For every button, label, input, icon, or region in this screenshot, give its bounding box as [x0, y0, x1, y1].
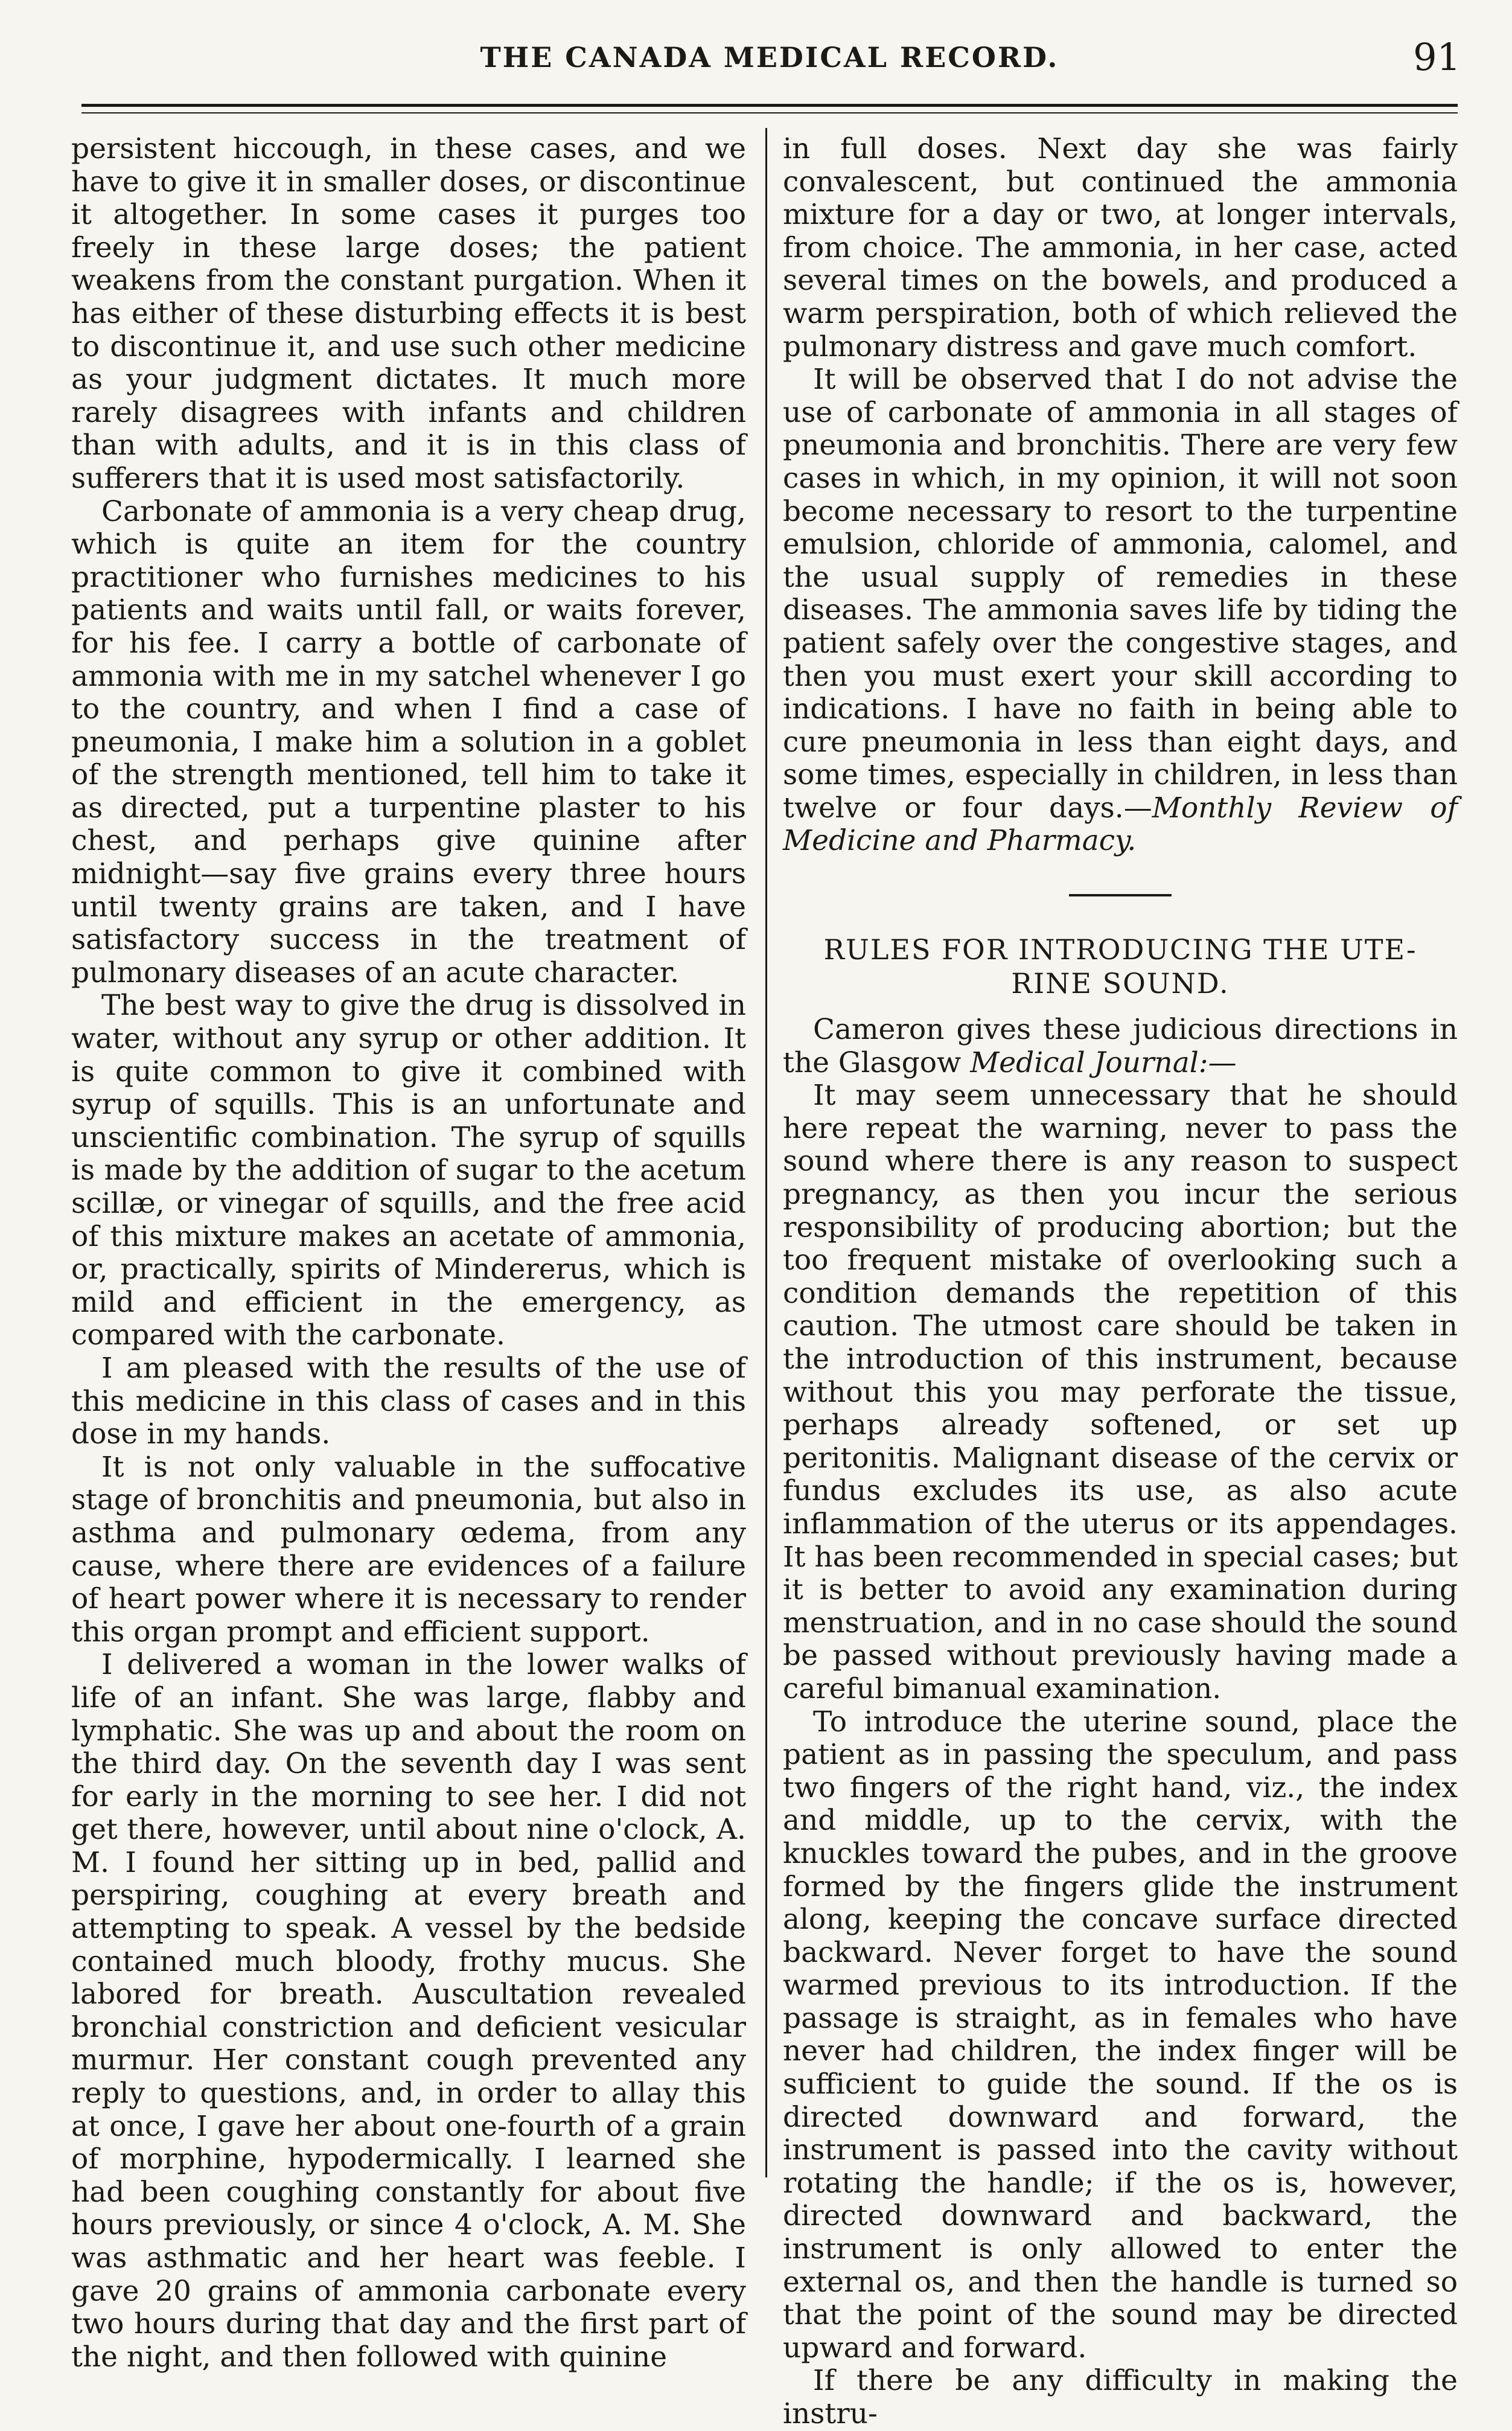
running-header	[78, 35, 1461, 89]
paragraph	[783, 1014, 1458, 1079]
paragraph: It may seem unnecessary that he should here repeat the warning, never to pass the sound where there is any reason to suspect pregnancy, as then you incur the serious responsibility of producing abortion; but the too frequent mistake of overlooking such a condition demands the repetition of this caution. The utmost care should be taken in the introduction of this instrument, because without this you may perforate the tissue, perhaps already softened, or set up peritonitis. Malignant disease of the cervix or fundus excludes its use, as also acute inflammation of the uterus or its appendages. It has been recommended in special cases; but it is better to avoid any examination during menstruation, and in no case should the sound be passed without previously having made a careful bimanual examination.	[783, 1079, 1458, 1705]
paragraph: It is not only valuable in the suffocative stage of bronchitis and pneumonia, but also in asthma and pulmonary œdema, from any cause, where there are evidences of a failure of heart power where it is necessary to render this organ prompt and efficient support.	[71, 1450, 746, 1649]
paragraph-text: It will be observed that I do not advise the use of carbonate of ammonia in all stages of pneumonia and bronchitis. There are very few cases in which, in my opinion, it will not soon become necessary to resort to the turpentine emulsion, chloride of ammonia, calomel, and the usual supply of remedies in these diseases. The ammonia saves life by tiding the patient safely over the congestive stages, and then you must exert your skill according to indications. I have no faith in being able to cure pneumonia in less than eight days, and some times, especially in children, in less than twelve or four days.—	[783, 363, 1458, 825]
column-divider	[765, 128, 767, 2177]
article-source: Monthly Review of Medicine and Pharmacy.	[783, 791, 1458, 858]
section-title-line: RINE SOUND.	[1011, 967, 1230, 1000]
paragraph: If there be any difficulty in making the instru-	[783, 2364, 1458, 2430]
paragraph	[783, 363, 1458, 858]
paragraph: I am pleased with the results of the use of this medicine in this class of cases and in this dose in my hands.	[71, 1351, 746, 1451]
paragraph: I delivered a woman in the lower walks of life of an infant. She was large, flabby and lymphatic. She was up and about the room on the third day. On the seventh day I was sent for early in the morning to see her. I did not get there, however, until about nine o'clock, A. M. I found her sitting up in bed, pallid and perspiring, coughing at every breath and attempting to speak. A vessel by the bedside contained much bloody, frothy mucus. She labored for breath. Auscultation revealed bronchial constriction and deficient vesicular murmur. Her constant cough prevented any reply to questions, and, in order to allay this at once, I gave her about one-fourth of a grain of morphine, hypodermically. I learned she had been coughing constantly for about five hours previously, or since 4 o'clock, A. M. She was asthmatic and her heart was feeble. I gave 20 grains of ammonia carbonate every two hours during that day and the first part of the night, and then followed with quinine	[71, 1648, 746, 2374]
section-title	[783, 933, 1458, 1000]
paragraph: The best way to give the drug is dissolved in water, without any syrup or other addition. It is quite common to give it combined with syrup of squills. This is an unfortunate and unscientific combination. The syrup of squills is made by the addition of sugar to the acetum scillæ, or vinegar of squills, and the free acid of this mixture makes an acetate of ammonia, or, practically, spirits of Mindererus, which is mild and efficient in the emergency, as compared with the carbonate.	[71, 989, 746, 1352]
running-title: THE CANADA MEDICAL RECORD.	[480, 41, 1059, 74]
paragraph: To introduce the uterine sound, place the patient as in passing the speculum, and pass two fingers of the right hand, viz., the index and middle, up to the cervix, with the knuckles toward the pubes, and in the groove formed by the fingers glide the instrument along, keeping the concave surface directed backward. Never forget to have the sound warmed previous to its introduction. If the passage is straight, as in females who have never had children, the index finger will be sufficient to guide the sound. If the os is directed downward and forward, the instrument is passed into the cavity without rotating the handle; if the os is, however, directed downward and backward, the instrument is only allowed to enter the external os, and then the handle is turned so that the point of the sound may be directed upward and forward.	[783, 1705, 1458, 2365]
left-column	[71, 133, 746, 2374]
section-divider	[1069, 894, 1172, 896]
paragraph: Carbonate of ammonia is a very cheap drug, which is quite an item for the country practitioner who furnishes medicines to his patients and waits until fall, or waits forever, for his fee. I carry a bottle of carbonate of ammonia with me in my satchel whenever I go to the country, and when I find a case of pneumonia, I make him a solution in a goblet of the strength mentioned, tell him to take it as directed, put a turpentine plaster to his chest, and perhaps give quinine after midnight—say five grains every three hours until twenty grains are taken, and I have satisfactory success in the treatment of pulmonary diseases of an acute character.	[71, 494, 746, 989]
header-rule-thin	[81, 112, 1458, 113]
paragraph: persistent hiccough, in these cases, and we have to give it in smaller doses, or discontinue it altogether. In some cases it purges too freely in these large doses; the patient weakens from the constant purgation. When it has either of these disturbing effects it is best to discontinue it, and use such other medicine as your judgment dictates. It much more rarely disagrees with infants and children than with adults, and it is in this class of sufferers that it is used most satisfactorily.	[71, 132, 746, 495]
right-column	[783, 133, 1458, 2431]
journal-name: Medical Journal:—	[970, 1046, 1237, 1079]
header-rule-thick	[81, 104, 1458, 107]
paragraph-text: Cameron gives these judicious directions in the Glasgow	[783, 1013, 1458, 1079]
page-number: 91	[1413, 35, 1461, 79]
paragraph: in full doses. Next day she was fairly convalescent, but continued the ammonia mixture for a day or two, at longer intervals, from choice. The ammonia, in her case, acted several times on the bowels, and produced a warm perspiration, both of which relieved the pulmonary distress and gave much comfort.	[783, 132, 1458, 363]
section-title-line: RULES FOR INTRODUCING THE UTE-	[823, 933, 1417, 966]
